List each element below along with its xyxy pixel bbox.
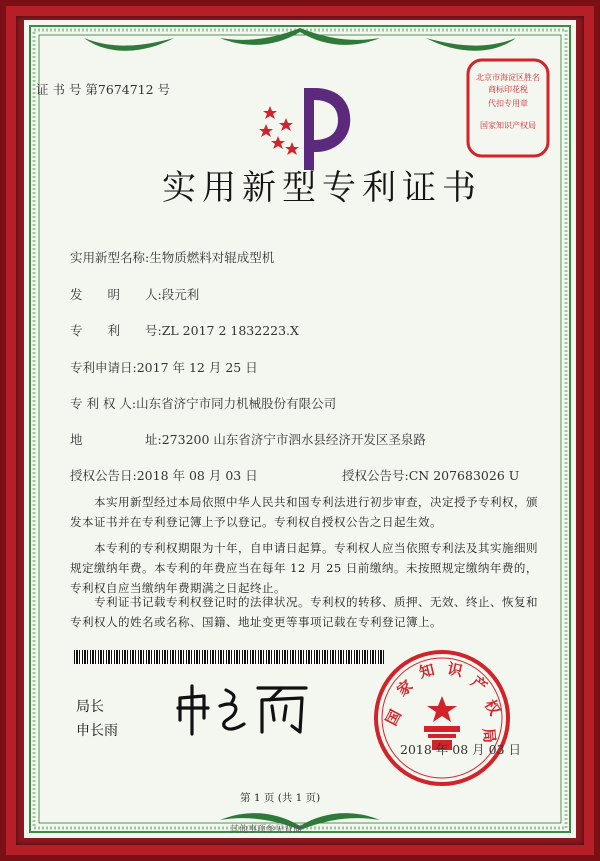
field-value: CN 207683026 U — [408, 468, 520, 483]
paragraph-legal-status: 专利证书记载专利权登记时的法律状况。专利权的转移、质押、无效、终止、恢复和专利权人的姓名或名称、国籍、地址变更等事项记载在专利登记簿上。 — [70, 595, 538, 629]
field-value: 段元利 — [161, 287, 200, 302]
field-label: 实用新型名称: — [70, 250, 150, 265]
field-label: 专 利 号: — [70, 323, 162, 338]
svg-text:知: 知 — [417, 660, 437, 682]
svg-text:国: 国 — [382, 706, 406, 729]
field-value: 山东省济宁市同力机械股份有限公司 — [136, 396, 337, 411]
seal-date: 2018 年 08 月 03 日 — [400, 742, 521, 757]
field-label: 授权公告日: — [70, 468, 137, 483]
svg-text:识: 识 — [445, 659, 465, 681]
svg-text:北京市海淀区胜名: 北京市海淀区胜名 — [476, 73, 540, 82]
svg-text:国家知识产权局: 国家知识产权局 — [480, 121, 536, 130]
paragraph-grant-statement: 本实用新型经过本局依照中华人民共和国专利法进行初步审查，决定授予专利权，颁发本证书并在专利登记簿上予以登记。专利权自授权公告之日起生效。 — [70, 495, 538, 529]
field-address — [70, 430, 426, 448]
barcode — [74, 650, 384, 664]
field-label: 专 利 权 人: — [70, 396, 137, 411]
field-value: 生物质燃料对辊成型机 — [149, 250, 275, 265]
field-inventor — [70, 285, 199, 303]
field-utility-model-name — [70, 248, 274, 266]
footer-note: 其他事项参见背面 — [230, 825, 303, 835]
field-label: 专利申请日: — [70, 360, 137, 375]
official-seal — [372, 648, 512, 788]
field-label: 授权公告号: — [342, 468, 409, 483]
certificate-title: 实用新型专利证书 — [162, 168, 482, 208]
svg-text:产: 产 — [467, 672, 491, 696]
field-grant-number — [342, 466, 519, 484]
field-value: ZL 2017 2 1832223.X — [161, 323, 299, 338]
field-application-date — [70, 358, 258, 376]
field-value: 2018 年 08 月 03 日 — [136, 468, 258, 483]
agency-stamp — [464, 56, 552, 160]
field-value: 2017 年 12 月 25 日 — [136, 360, 258, 375]
director-signature — [174, 680, 314, 738]
field-patentee — [70, 394, 336, 412]
page-number: 第 1 页 (共 1 页) — [240, 792, 321, 804]
field-grant-date — [70, 466, 258, 484]
svg-text:局: 局 — [479, 727, 499, 744]
director-title: 局长 — [76, 699, 104, 715]
svg-text:商标印花税: 商标印花税 — [488, 85, 528, 94]
svg-text:权: 权 — [480, 696, 504, 719]
svg-text:代扣专用章: 代扣专用章 — [488, 99, 528, 108]
field-label: 地 址: — [70, 432, 162, 447]
field-label: 发 明 人: — [70, 287, 162, 302]
field-patent-number — [70, 321, 299, 339]
paragraph-term-and-fees: 本专利的专利权期限为十年，自申请日起算。专利权人应当依照专利法及其实施细则规定缴纳年费。本专利的年费应当在每年 12 月 25 日前缴纳。未按照规定缴纳年费的，专利权自应当缴纳年费期满之日起终止。 — [70, 541, 538, 595]
director-name: 申长雨 — [76, 723, 118, 739]
certificate-number: 证 书 号 第7674712 号 — [36, 82, 171, 97]
certificate-paper — [24, 20, 576, 838]
svg-text:家: 家 — [393, 676, 417, 700]
field-value: 273200 山东省济宁市泗水县经济开发区圣泉路 — [161, 432, 426, 447]
